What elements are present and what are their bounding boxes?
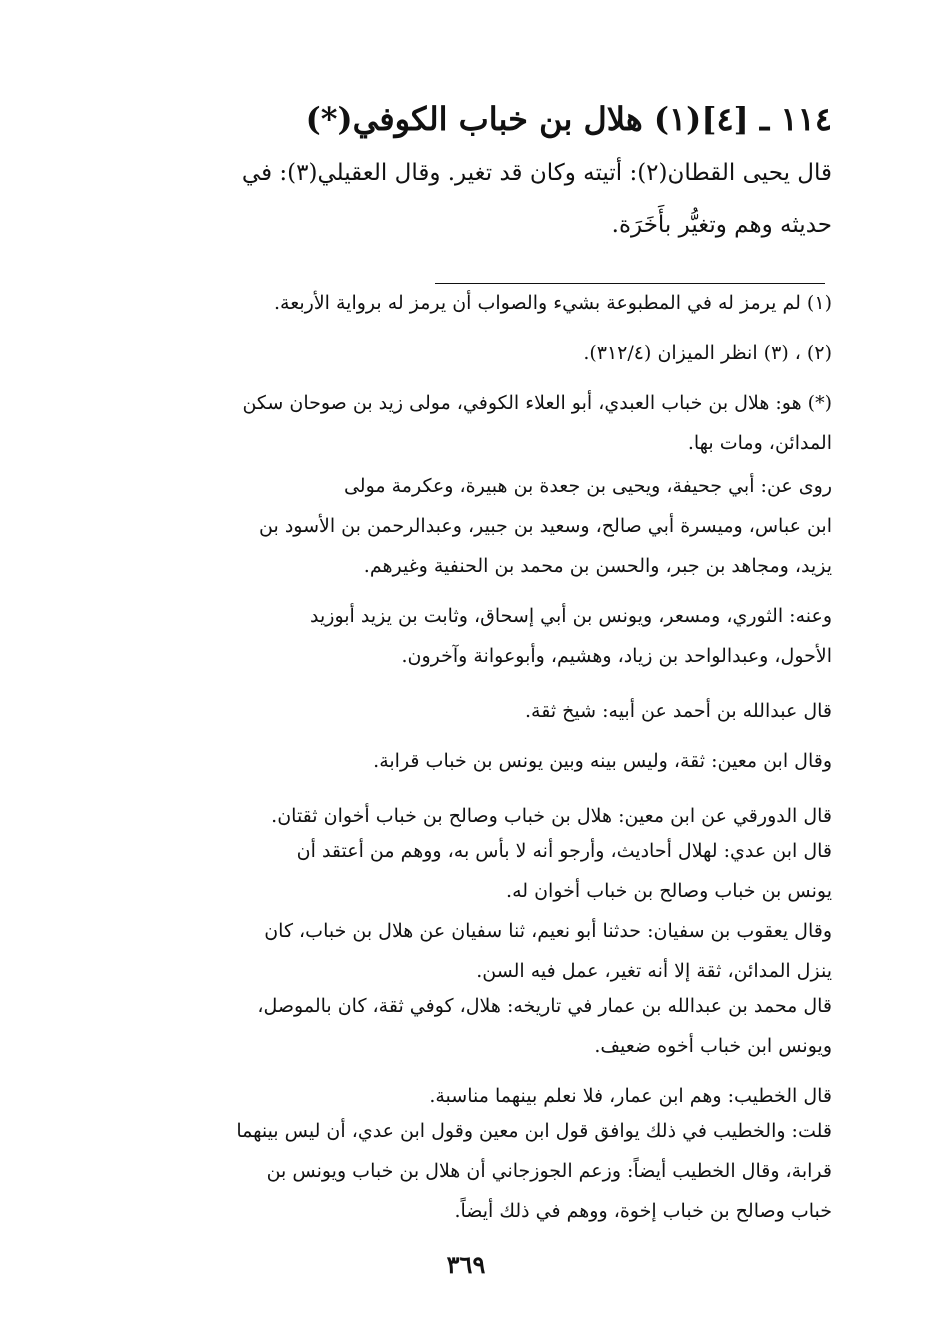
footnote-biography-line: ويونس ابن خباب أخوه ضعيف. (594, 1035, 832, 1057)
footnote-biography-line: قرابة، وقال الخطيب أيضاً: وزعم الجوزجاني أن هلال بن خباب ويونس بن (266, 1160, 832, 1182)
page-number: ٣٦٩ (446, 1250, 486, 1279)
footnote-biography-line: الأحول، وعبدالواحد بن زياد، وهشيم، وأبوعوانة وآخرون. (401, 645, 832, 667)
footnote-biography-line: (*) هو: هلال بن خباب العبدي، أبو العلاء الكوفي، مولى زيد بن صوحان سكن (242, 392, 832, 414)
footnote-biography-line: قلت: والخطيب في ذلك يوافق قول ابن معين وقول ابن عدي، أن ليس بينهما (236, 1120, 832, 1142)
footnote-biography-line: يزيد، ومجاهد بن جبر، والحسن بن محمد بن الحنفية وغيرهم. (363, 555, 832, 577)
footnote-biography-line: قال ابن عدي: لهلال أحاديث، وأرجو أنه لا بأس به، ووهم من أعتقد أن (296, 840, 832, 862)
footnote-biography-line: وعنه: الثوري، ومسعر، ويونس بن أبي إسحاق، وثابت بن يزيد أبوزيد (310, 605, 832, 627)
footnote-biography-line: وقال ابن معين: ثقة، وليس بينه وبين يونس بن خباب قرابة. (373, 750, 832, 772)
footnote-biography-line: يونس بن خباب وصالح بن خباب أخوان له. (506, 880, 832, 902)
entry-heading: ١١٤ ـ [٤](١) هلال بن خباب الكوفي(*) (305, 100, 832, 138)
footnote-biography-line: قال عبدالله بن أحمد عن أبيه: شيخ ثقة. (524, 700, 832, 722)
entry-text-line-2: حديثه وهم وتغيُّر بأَخَرَة. (611, 212, 832, 238)
footnote-biography-line: قال الدورقي عن ابن معين: هلال بن خباب وصالح بن خباب أخوان ثقتان. (271, 805, 832, 827)
footnote-biography-line: وقال يعقوب بن سفيان: حدثنا أبو نعيم، ثنا سفيان عن هلال بن خباب، كان (264, 920, 832, 942)
footnote-biography-line: روى عن: أبي جحيفة، ويحيى بن جعدة بن هبيرة، وعكرمة مولى (343, 475, 832, 497)
entry-text-line-1: قال يحيى القطان(٢): أتيته وكان قد تغير. وقال العقيلي(٣): في (241, 160, 832, 186)
footnote-biography-line: قال محمد بن عبدالله بن عمار في تاريخه: هلال، كوفي ثقة، كان بالموصل، (257, 995, 832, 1017)
footnote-biography-line: ينزل المدائن، ثقة إلا أنه تغير، عمل فيه السن. (476, 960, 832, 982)
footnote-biography-line: خباب وصالح بن خباب إخوة، ووهم في ذلك أيضاً. (454, 1200, 832, 1222)
footnote-biography-line: ابن عباس، وميسرة أبي صالح، وسعيد بن جبير، وعبدالرحمن بن الأسود بن (259, 515, 832, 537)
footnote-2: (٢) ، (٣) انظر الميزان (٣١٢/٤). (583, 342, 832, 364)
footnote-1: (١) لم يرمز له في المطبوعة بشيء والصواب أن يرمز له برواية الأربعة. (273, 292, 832, 314)
footnote-divider (435, 283, 825, 284)
footnote-biography-line: قال الخطيب: وهم ابن عمار، فلا نعلم بينهما مناسبة. (429, 1085, 832, 1107)
footnote-biography-line: المدائن، ومات بها. (687, 432, 832, 454)
